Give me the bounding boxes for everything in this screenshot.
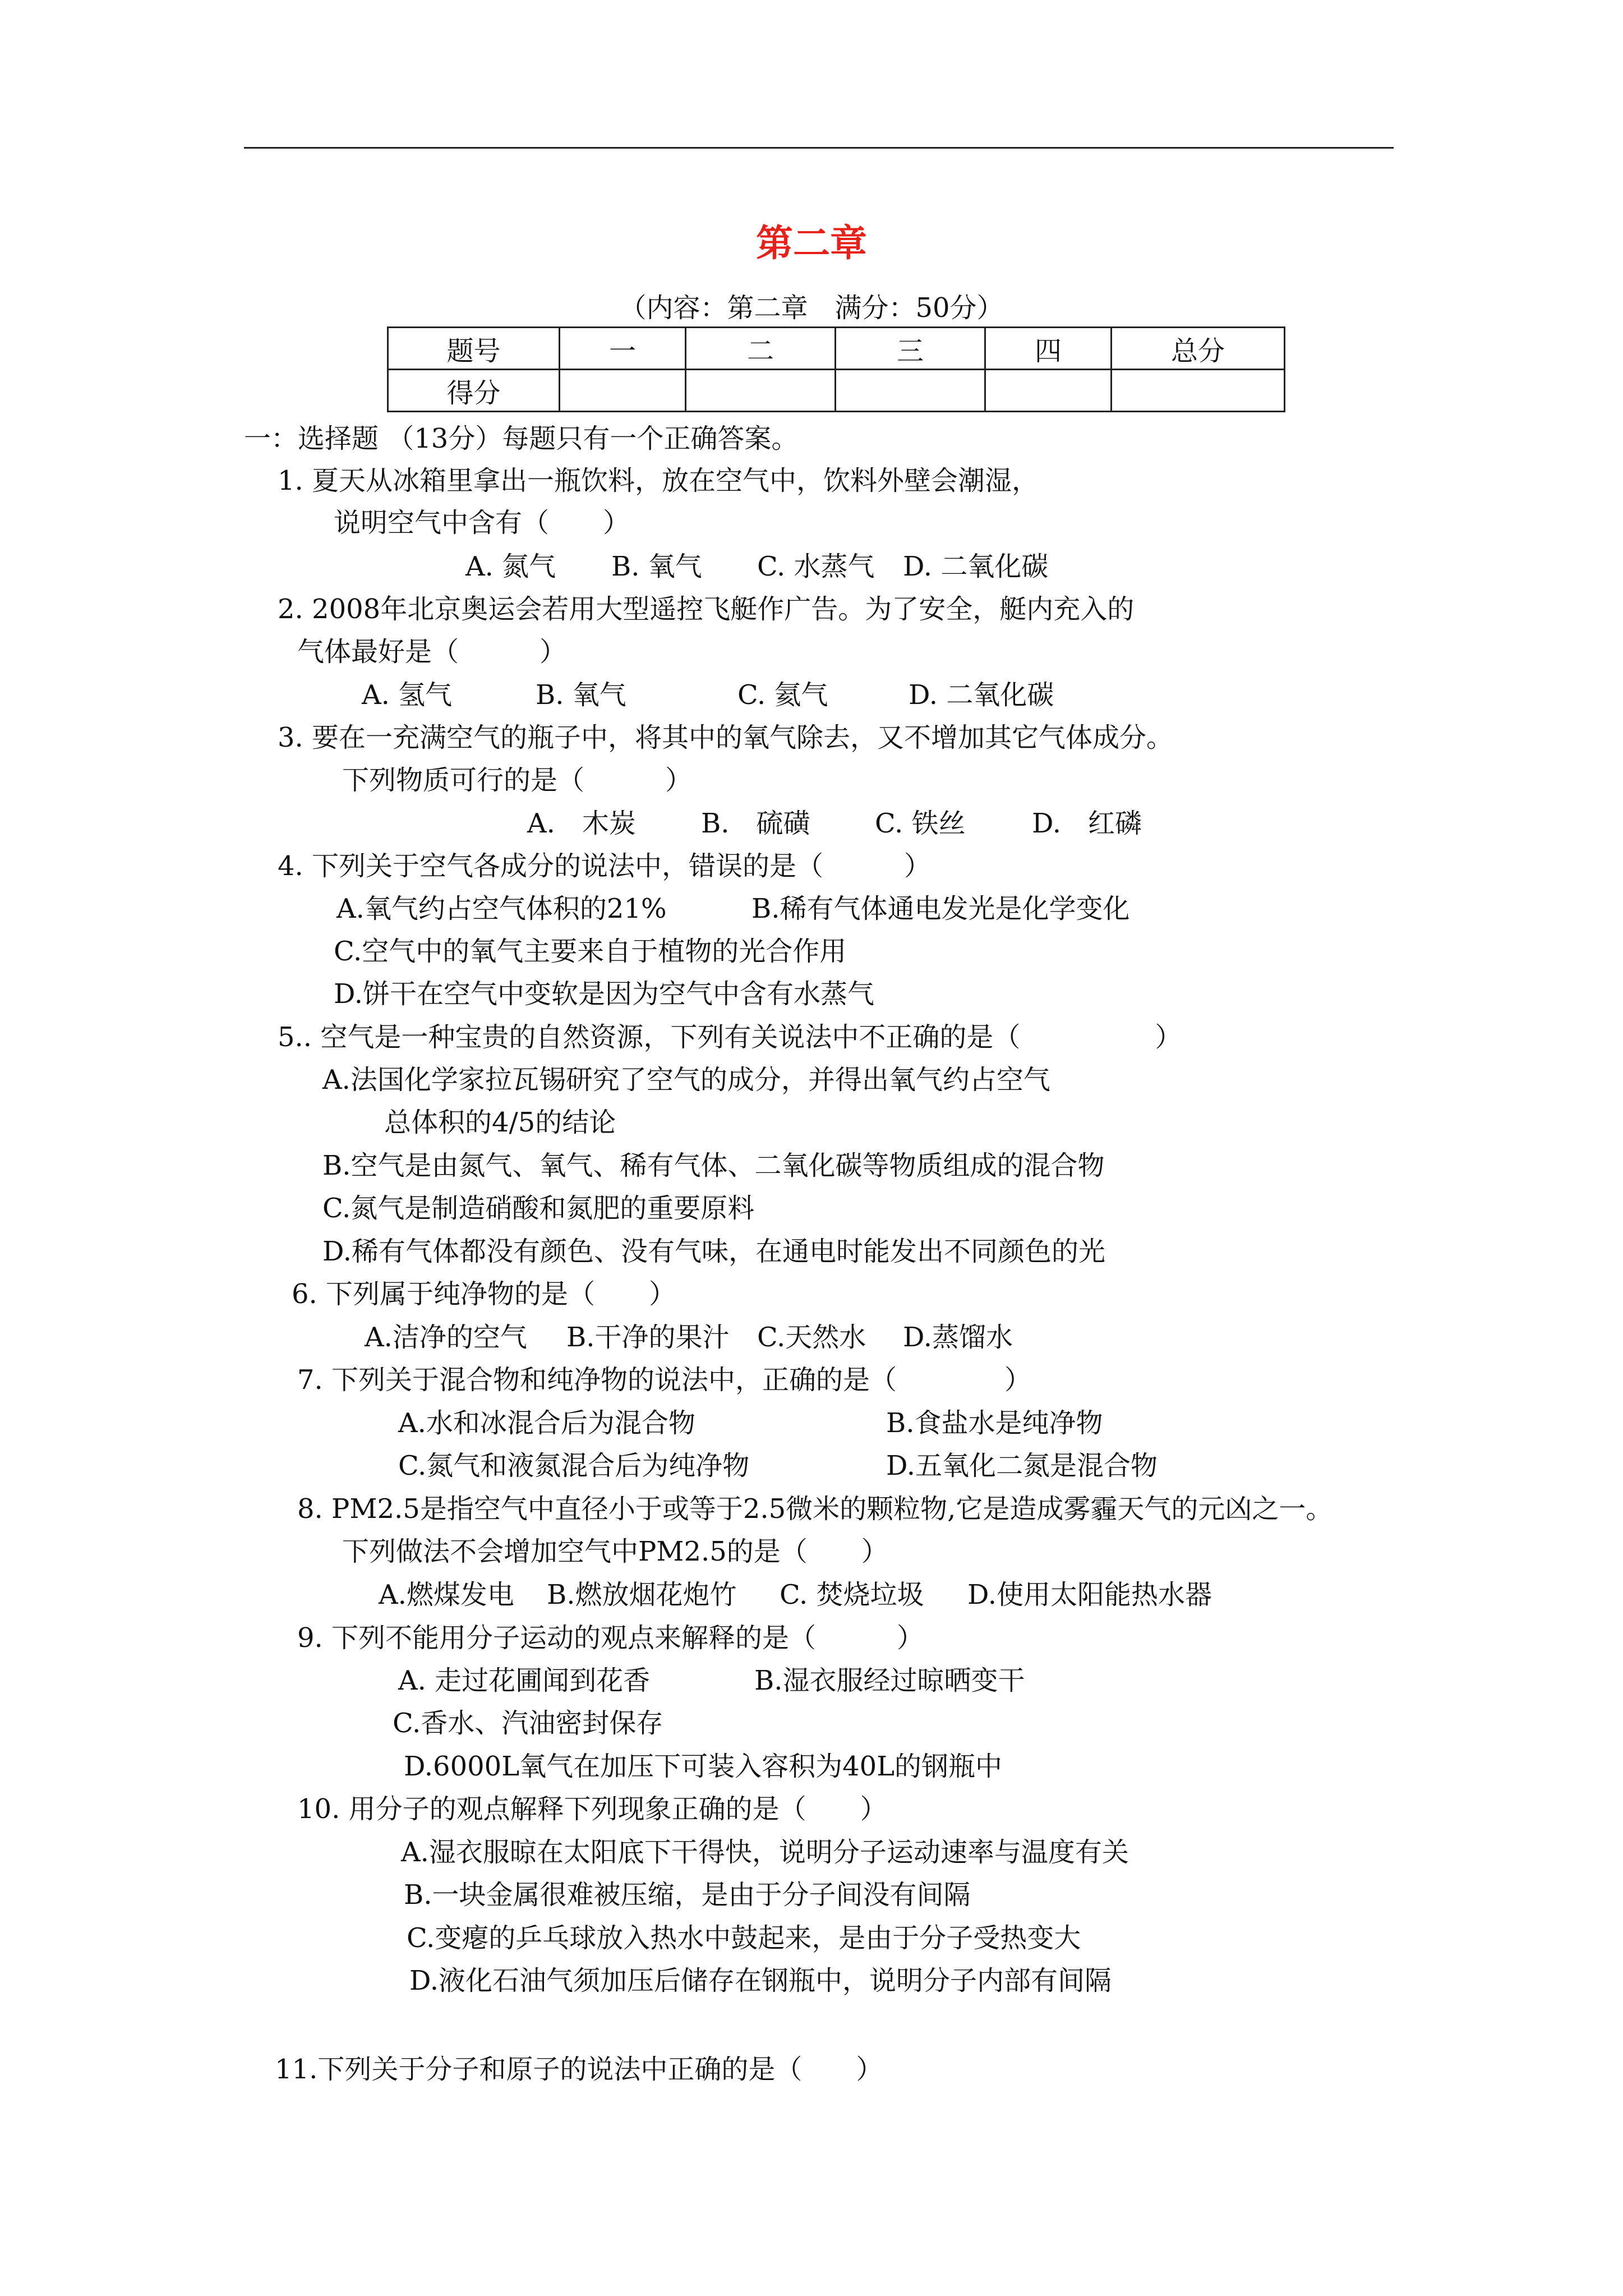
option-a: A.燃煤发电 — [379, 1579, 514, 1611]
option-c: C.天然水 — [757, 1322, 866, 1353]
score-header-cell: 题号 — [388, 328, 560, 370]
question-5: 5.. 空气是一种宝贵的自然资源，下列有关说法中不正确的是（ ） — [278, 1022, 1182, 1053]
option-c: C. 氦气 — [737, 679, 828, 711]
question-6: 6. 下列属于纯净物的是（ ） — [292, 1278, 676, 1310]
option-a: A. 氢气 — [362, 679, 453, 711]
option-a: A.洁净的空气 — [365, 1322, 527, 1353]
option-b: B.干净的果汁 — [566, 1322, 730, 1353]
option-b: B. 氧气 — [611, 551, 702, 582]
option-a: A.法国化学家拉瓦锡研究了空气的成分，并得出氧气约占空气 — [322, 1064, 1050, 1096]
option-a-cont: 总体积的4/5的结论 — [384, 1107, 616, 1138]
score-table — [387, 326, 1285, 412]
option-a: A.氧气约占空气体积的21% — [336, 893, 667, 924]
score-row-label: 得分 — [388, 370, 560, 412]
option-d: D.五氧化二氮是混合物 — [886, 1450, 1158, 1481]
option-c: C.氮气和液氮混合后为纯净物 — [398, 1450, 750, 1481]
option-c: C. 焚烧垃圾 — [780, 1579, 924, 1611]
option-d: D.6000L氧气在加压下可装入容积为40L的钢瓶中 — [404, 1751, 1003, 1782]
option-d: D. 二氧化碳 — [909, 679, 1054, 711]
question-3: 3. 要在一充满空气的瓶子中，将其中的氧气除去，又不增加其它气体成分。 — [278, 722, 1174, 753]
score-cell — [1112, 370, 1285, 412]
score-header-cell: 二 — [686, 328, 836, 370]
option-d: D.蒸馏水 — [903, 1322, 1013, 1353]
section-heading: 一：选择题 （13分）每题只有一个正确答案。 — [244, 423, 799, 454]
option-b: B.湿衣服经过晾晒变干 — [754, 1665, 1025, 1696]
option-d: D. 二氧化碳 — [903, 551, 1049, 582]
option-a: A.水和冰混合后为混合物 — [398, 1407, 695, 1439]
option-a: A. 走过花圃闻到花香 — [398, 1665, 651, 1696]
question-3-cont: 下列物质可行的是（ ） — [342, 765, 693, 796]
question-2: 2. 2008年北京奥运会若用大型遥控飞艇作广告。为了安全，艇内充入的 — [278, 593, 1135, 625]
question-4: 4. 下列关于空气各成分的说法中，错误的是（ ） — [278, 850, 932, 882]
option-c: C.香水、汽油密封保存 — [393, 1708, 663, 1739]
question-10: 10. 用分子的观点解释下列现象正确的是（ ） — [297, 1793, 887, 1825]
question-7: 7. 下列关于混合物和纯净物的说法中，正确的是（ ） — [297, 1364, 1032, 1396]
option-b: B.燃放烟花炮竹 — [547, 1579, 737, 1611]
question-11: 11.下列关于分子和原子的说法中正确的是（ ） — [275, 2054, 883, 2085]
option-d: D.使用太阳能热水器 — [967, 1579, 1212, 1611]
option-d: D. 红磷 — [1032, 808, 1142, 839]
score-cell — [985, 370, 1112, 412]
option-d: D.稀有气体都没有颜色、没有气味，在通电时能发出不同颜色的光 — [322, 1236, 1106, 1267]
page-title: 第二章 — [756, 222, 867, 265]
question-8: 8. PM2.5是指空气中直径小于或等于2.5微米的颗粒物,它是造成雾霾天气的元凶之一。 — [297, 1493, 1333, 1525]
question-8-cont: 下列做法不会增加空气中PM2.5的是（ ） — [342, 1536, 888, 1567]
option-d: D.液化石油气须加压后储存在钢瓶中，说明分子内部有间隔 — [409, 1965, 1112, 1996]
option-c: C.空气中的氧气主要来自于植物的光合作用 — [334, 936, 847, 967]
question-9: 9. 下列不能用分子运动的观点来解释的是（ ） — [297, 1622, 924, 1654]
score-header-cell: 三 — [836, 328, 985, 370]
option-b: B.食盐水是纯净物 — [886, 1407, 1103, 1439]
option-b: B.空气是由氮气、氧气、稀有气体、二氧化碳等物质组成的混合物 — [322, 1150, 1105, 1181]
option-c: C. 铁丝 — [875, 808, 966, 839]
score-table-score-row — [388, 370, 1285, 412]
option-b: B.稀有气体通电发光是化学变化 — [751, 893, 1130, 924]
score-header-cell: 一 — [560, 328, 686, 370]
question-1-cont: 说明空气中含有（ ） — [334, 507, 630, 539]
question-2-cont: 气体最好是（ ） — [297, 636, 567, 668]
header-rule — [244, 147, 1394, 149]
option-b: B. 硫磺 — [701, 808, 810, 839]
score-cell — [836, 370, 985, 412]
score-table-header-row — [388, 328, 1285, 370]
option-a: A. 氮气 — [465, 551, 556, 582]
option-c: C.变瘪的乒乓球放入热水中鼓起来，是由于分子受热变大 — [407, 1922, 1081, 1954]
score-cell — [686, 370, 836, 412]
score-cell — [560, 370, 686, 412]
option-a: A. 木炭 — [527, 808, 636, 839]
option-b: B. 氧气 — [536, 679, 626, 711]
page-subtitle: （内容：第二章 满分：50分） — [619, 292, 1004, 324]
option-a: A.湿衣服晾在太阳底下干得快，说明分子运动速率与温度有关 — [401, 1837, 1129, 1868]
option-d: D.饼干在空气中变软是因为空气中含有水蒸气 — [334, 978, 875, 1010]
question-1: 1. 夏天从冰箱里拿出一瓶饮料，放在空气中，饮料外壁会潮湿， — [278, 465, 1039, 496]
option-b: B.一块金属很难被压缩，是由于分子间没有间隔 — [404, 1879, 971, 1911]
option-c: C.氮气是制造硝酸和氮肥的重要原料 — [322, 1193, 755, 1224]
score-header-cell: 四 — [985, 328, 1112, 370]
score-header-cell: 总分 — [1112, 328, 1285, 370]
option-c: C. 水蒸气 — [757, 551, 875, 582]
